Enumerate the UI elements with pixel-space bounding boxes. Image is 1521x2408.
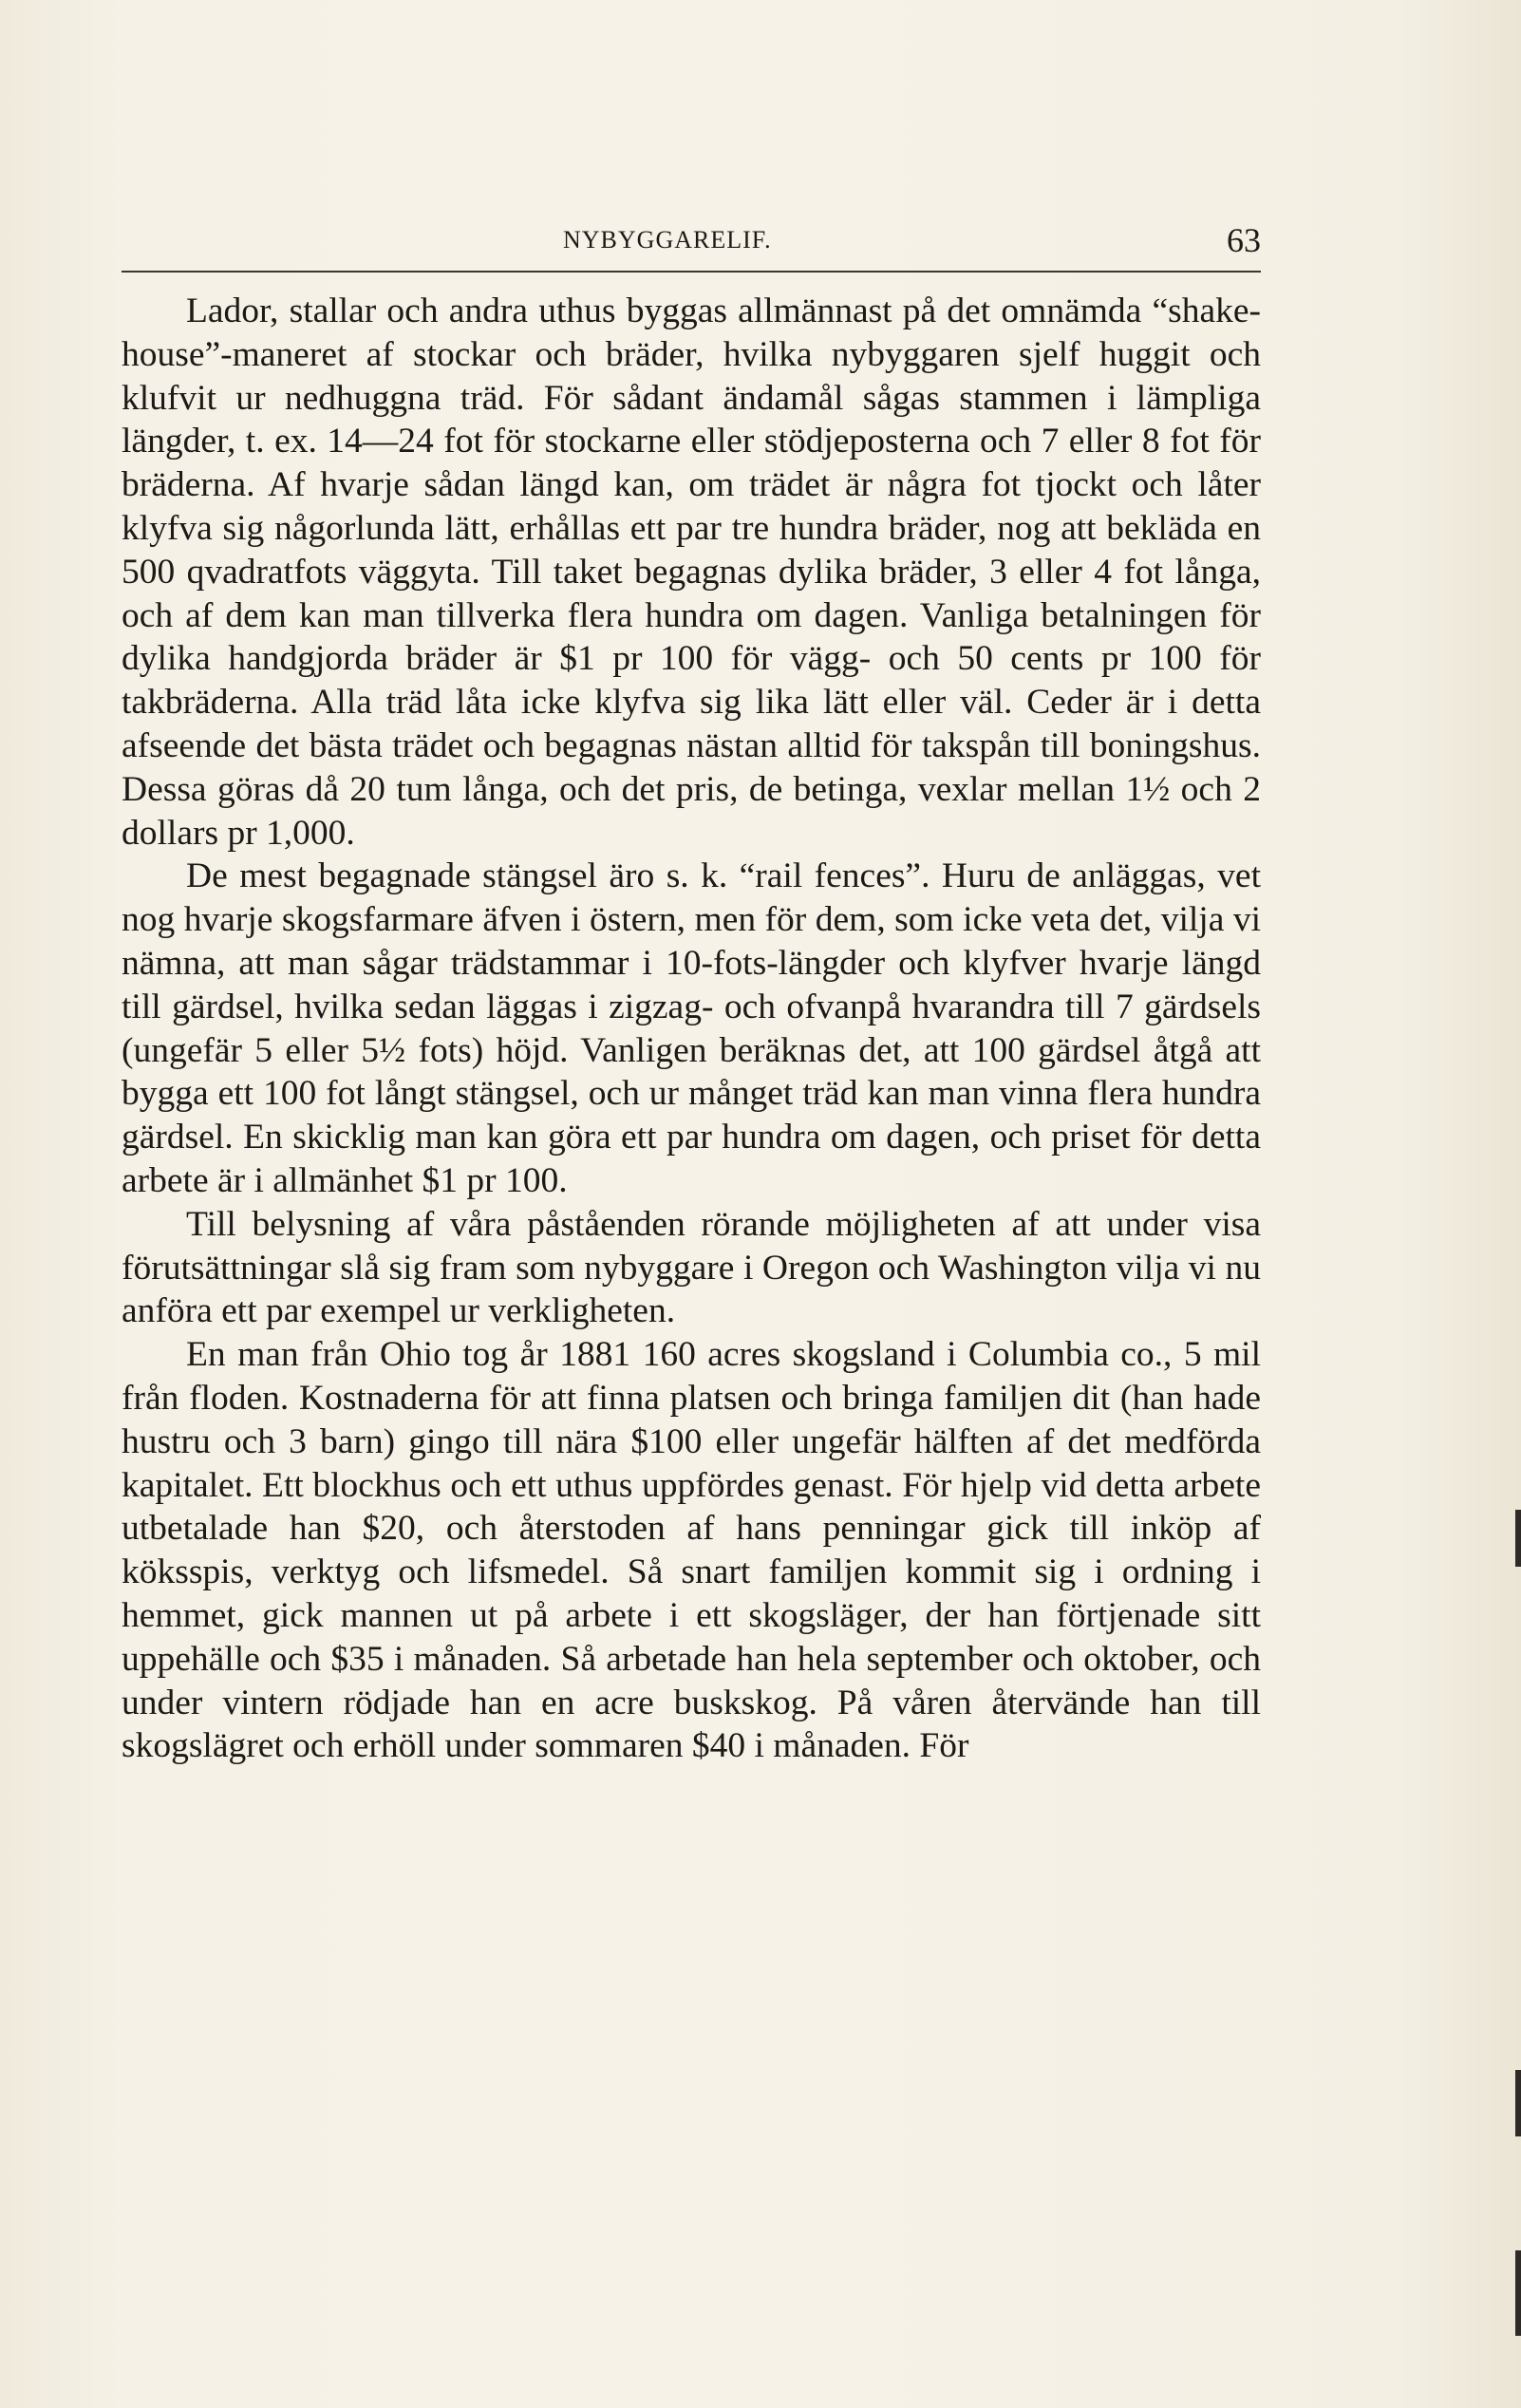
- page-number: 63: [1227, 221, 1261, 259]
- header-rule: [122, 271, 1261, 273]
- paragraph: Lador, stallar och andra uthus byggas allmännast på det omnämda “shake-house”-maneret af stockar och bräder, hvilka nybyggaren sjelf huggit och klufvit ur nedhuggna träd. För sådant ändamål sågas stammen i lämpliga längder, t. ex. 14—24 fot för stockarne eller stödjeposterna och 7 eller 8 fot för bräderna. Af hvarje sådan längd kan, om trädet är några fot tjockt och låter klyfva sig någorlunda lätt, erhållas ett par tre hundra bräder, nog att bekläda en 500 qvadratfots väggyta. Till taket begagnas dylika bräder, 3 eller 4 fot långa, och af dem kan man tillverka flera hundra om dagen. Vanliga betalningen för dylika handgjorda bräder är $1 pr 100 för vägg- och 50 cents pr 100 för takbräderna. Alla träd låta icke klyfva sig lika lätt eller väl. Ceder är i detta afseende det bästa trädet och begagnas nästan alltid för takspån till boningshus. Dessa göras då 20 tum långa, och det pris, de betinga, vexlar mellan 1½ och 2 dollars pr 1,000.: [122, 292, 1261, 853]
- page-edge-mark: [1515, 2070, 1521, 2136]
- body-text: [122, 290, 1261, 1768]
- running-head: NYBYGGARELIF.: [563, 226, 772, 254]
- page-header: [122, 222, 1261, 260]
- paragraph: Till belysning af våra påståenden rörande möjligheten af att under visa förutsättningar slå sig fram som nybyggare i Oregon och Washington vilja vi nu anföra ett par exempel ur verkligheten.: [122, 1204, 1261, 1331]
- paragraph: De mest begagnade stängsel äro s. k. “rail fences”. Huru de anläggas, vet nog hvarje skogsfarmare äfven i östern, men för dem, som icke veta det, vilja vi nämna, att man sågar trädstammar i 10-fots-längder och klyfver hvarje längd till gärdsel, hvilka sedan läggas i zigzag- och ofvanpå hvarandra till 7 gärdsels (ungefär 5 eller 5½ fots) höjd. Vanligen beräknas det, att 100 gärdsel åtgå att bygga ett 100 fot långt stängsel, och ur månget träd kan man vinna flera hundra gärdsel. En skicklig man kan göra ett par hundra om dagen, och priset för detta arbete är i allmänhet $1 pr 100.: [122, 856, 1261, 1200]
- page-edge-mark: [1515, 2250, 1521, 2336]
- paragraph: En man från Ohio tog år 1881 160 acres skogsland i Columbia co., 5 mil från floden. Kostnaderna för att finna platsen och bringa familjen dit (han hade hustru och 3 barn) gingo till nära $100 eller ungefär hälften af det medförda kapitalet. Ett blockhus och ett uthus uppfördes genast. För hjelp vid detta arbete utbetalade han $20, och återstoden af hans penningar gick till inköp af köksspis, verktyg och lifsmedel. Så snart familjen kommit sig i ordning i hemmet, gick mannen ut på arbete i ett skogsläger, der han förtjenade sitt uppehälle och $35 i månaden. Så arbetade han hela september och oktober, och under vintern rödjade han en acre buskskog. På våren återvände han till skogslägret och erhöll under sommaren $40 i månaden. För: [122, 1335, 1261, 1766]
- page-edge-mark: [1515, 1510, 1521, 1567]
